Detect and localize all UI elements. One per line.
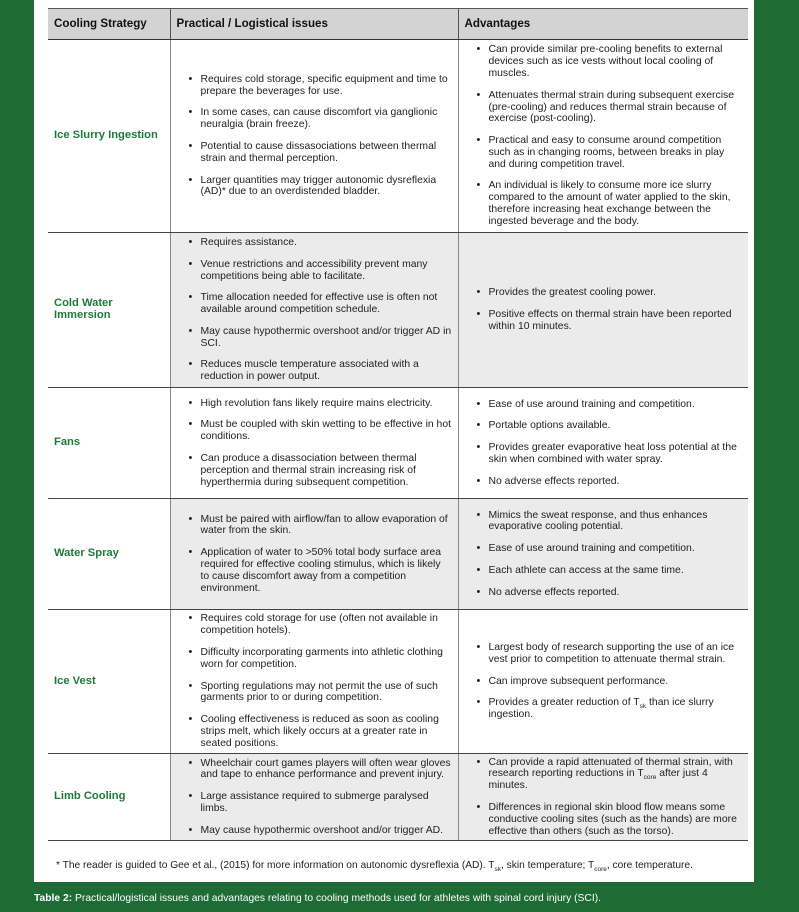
issues-list [171,237,458,383]
issues-cell [170,233,458,388]
list-item: • Differences in regional skin blood flow means some conductive cooling sites (such as the hands) are more effective than others (such as the torso). [489,802,743,837]
list-item: • Mimics the sweat response, and thus enhances evaporative cooling potential. [489,510,743,534]
issues-cell [170,388,458,499]
advantages-cell [458,388,748,499]
table-row [48,40,748,233]
table-row [48,610,748,754]
table-row [48,499,748,610]
list-item: • Time allocation needed for effective use is often not available around competition schedule. [201,292,452,316]
list-item: • No adverse effects reported. [489,476,743,488]
list-item: • Provides a greater reduction of $T_{sk}$ than ice slurry ingestion. [489,697,743,721]
issues-list [171,758,458,837]
list-item: • No adverse effects reported. [489,587,743,599]
list-item: • Requires cold storage, specific equipment and time to prepare the beverages for use. [201,74,452,98]
list-item: • Can provide a rapid attenuated of thermal strain, with research reporting reductions in $T_{core}$ after just 4 minutes. [489,757,743,792]
advantages-list [459,287,749,332]
advantages-cell [458,610,748,754]
list-item: • Practical and easy to consume around competition such as in changing rooms, between breaks in play and during competition travel. [489,135,743,170]
advantages-cell [458,233,748,388]
list-item: • Cooling effectiveness is reduced as soon as cooling strips melt, which likely occurs at a greater rate in seated positions. [201,714,452,749]
list-item: • In some cases, can cause discomfort via ganglionic neuralgia (brain freeze). [201,107,452,131]
list-item: • High revolution fans likely require mains electricity. [201,398,452,410]
list-item: • Largest body of research supporting the use of an ice vest prior to competition to attenuate thermal strain. [489,642,743,666]
caption-label: Table 2: [34,893,73,904]
subscript: core [594,866,607,874]
list-item: • Portable options available. [489,420,743,432]
list-item: • Must be coupled with skin wetting to be effective in hot conditions. [201,419,452,443]
header-cooling-strategy: Cooling Strategy [48,9,170,40]
advantages-list [459,399,749,488]
list-item: • Reduces muscle temperature associated with a reduction in power output. [201,359,452,383]
list-item: • Each athlete can access at the same time. [489,565,743,577]
issues-cell [170,40,458,233]
table-panel [34,0,754,882]
header-advantages: Advantages [458,9,748,40]
list-item: • Can provide similar pre-cooling benefits to external devices such as ice vests without local cooling of muscles. [489,44,743,79]
issues-cell [170,499,458,610]
advantages-cell [458,40,748,233]
issues-cell [170,754,458,841]
issues-list [171,613,458,749]
list-item: • Positive effects on thermal strain have been reported within 10 minutes. [489,309,743,333]
table-footnote: * The reader is guided to Gee et al., (2015) for more information on autonomic dysreflexia (AD). $T_{sk}$, skin temperature; $T_{core}$, core temperature. [56,860,693,874]
cooling-strategy-cell: Ice Vest [48,610,170,754]
issues-list [171,514,458,595]
list-item: • Requires assistance. [201,237,452,249]
list-item: • Potential to cause dissasociations between thermal strain and thermal perception. [201,141,452,165]
subscript: sk [639,703,647,711]
list-item: • Wheelchair court games players will often wear gloves and tape to enhance performance and prevent injury. [201,758,452,782]
list-item: • Requires cold storage for use (often not available in competition hotels). [201,613,452,637]
table-caption [34,893,774,904]
cooling-strategy-cell: Ice Slurry Ingestion [48,40,170,233]
issues-list [171,74,458,198]
advantages-list [459,642,749,721]
list-item: • Application of water to >50% total body surface area required for effective cooling stimulus, which is likely to cause discomfort away from a competition environment. [201,547,452,594]
list-item: • May cause hypothermic overshoot and/or trigger AD in SCI. [201,326,452,350]
issues-list [171,398,458,489]
cooling-strategy-cell: Limb Cooling [48,754,170,841]
caption-text: Practical/logistical issues and advantages relating to cooling methods used for athletes with spinal cord injury (SCI). [72,893,601,904]
list-item: • Provides the greatest cooling power. [489,287,743,299]
list-item: • Provides greater evaporative heat loss potential at the skin when combined with water spray. [489,442,743,466]
table-body [48,40,748,841]
list-item: • Ease of use around training and competition. [489,399,743,411]
subscript: sk [494,866,501,874]
cooling-strategy-cell: Water Spray [48,499,170,610]
issues-cell [170,610,458,754]
advantages-list [459,44,749,227]
list-item: • Can improve subsequent performance. [489,676,743,688]
list-item: • Large assistance required to submerge paralysed limbs. [201,791,452,815]
list-item: • May cause hypothermic overshoot and/or trigger AD. [201,825,452,837]
cooling-table [48,8,748,841]
table-row [48,233,748,388]
advantages-list [459,510,749,599]
list-item: • Ease of use around training and competition. [489,543,743,555]
list-item: • Venue restrictions and accessibility prevent many competitions being able to facilitate. [201,259,452,283]
advantages-cell [458,754,748,841]
advantages-cell [458,499,748,610]
list-item: • Attenuates thermal strain during subsequent exercise (pre-cooling) and reduces thermal strain because of exercise (post-cooling). [489,90,743,125]
list-item: • Difficulty incorporating garments into athletic clothing worn for competition. [201,647,452,671]
list-item: • Can produce a disassociation between thermal perception and thermal strain increasing risk of hyperthermia during subsequent competition. [201,453,452,488]
subscript: core [643,774,657,782]
table-row [48,754,748,841]
header-practical-issues: Practical / Logistical issues [170,9,458,40]
cooling-strategy-cell: Fans [48,388,170,499]
cooling-strategy-cell: Cold Water Immersion [48,233,170,388]
list-item: • An individual is likely to consume more ice slurry compared to the amount of water applied to the skin, therefore increasing heat exchange between the ingested beverage and the body. [489,180,743,227]
table-row [48,388,748,499]
list-item: • Sporting regulations may not permit the use of such garments prior to or during competition. [201,681,452,705]
list-item: • Must be paired with airflow/fan to allow evaporation of water from the skin. [201,514,452,538]
list-item: • Larger quantities may trigger autonomic dysreflexia (AD)* due to an overdistended bladder. [201,175,452,199]
table-header-row [48,9,748,40]
advantages-list [459,757,749,838]
